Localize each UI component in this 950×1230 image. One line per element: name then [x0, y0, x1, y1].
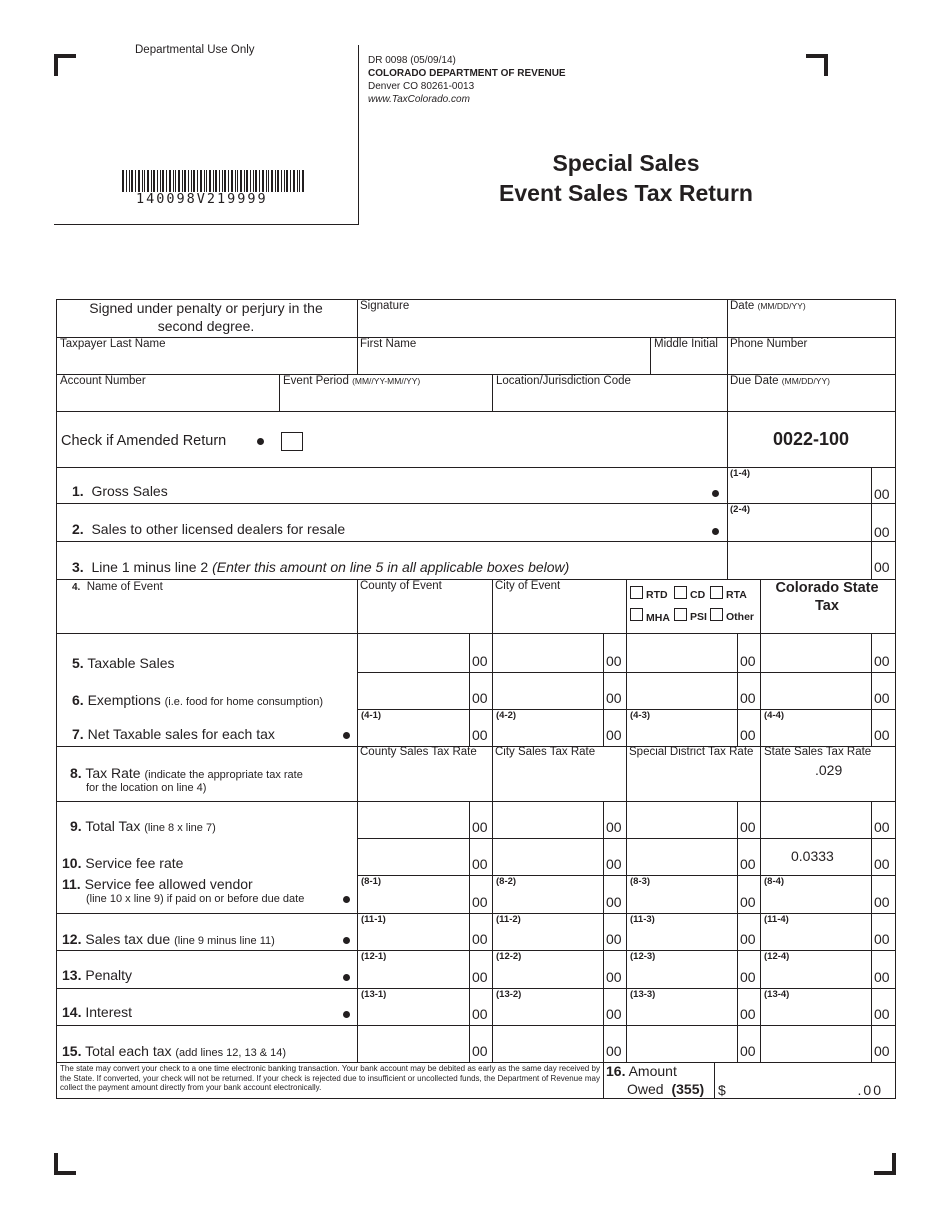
line-7-special-district-amount-input[interactable]	[627, 710, 736, 746]
cents-value: 00	[740, 856, 756, 872]
department-name: COLORADO DEPARTMENT OF REVENUE	[368, 68, 566, 79]
cents-divider	[469, 633, 470, 746]
cents-value: 00	[740, 727, 756, 743]
line-text: Tax Rate	[85, 765, 141, 781]
location-code-label: Location/Jurisdiction Code	[496, 375, 631, 387]
registration-mark-top-right	[806, 54, 828, 76]
line-7-county-amount-input[interactable]	[358, 710, 468, 746]
middle-initial-field[interactable]	[654, 338, 726, 374]
district-label-other: Other	[726, 611, 755, 623]
district-checkbox-cd[interactable]	[674, 586, 687, 599]
line-number: 10.	[62, 855, 82, 871]
form-code: 0022-100	[772, 429, 850, 449]
event-period-format: (MM//YY-MM//YY)	[352, 376, 421, 386]
penalty-statement-line-2: second degree.	[157, 318, 255, 334]
cents-value: 00	[472, 690, 488, 706]
location-code-field[interactable]	[496, 375, 726, 411]
district-label-rtd: RTD	[646, 589, 668, 601]
dept-box-bottom-border	[54, 224, 359, 225]
cents-divider	[737, 801, 738, 1062]
line-code: (4-2)	[496, 710, 517, 721]
cents-divider	[469, 801, 470, 1062]
line-16-label	[606, 1063, 677, 1079]
line-6-label	[72, 692, 323, 708]
special-district-rate-input[interactable]	[627, 762, 759, 800]
line-text: Exemptions	[87, 692, 161, 708]
required-bullet	[712, 528, 719, 535]
line-note: (line 8 x line 7)	[144, 822, 216, 834]
required-bullet	[712, 490, 719, 497]
line-12-state-amount-input[interactable]	[761, 914, 870, 950]
line-8-note-2: for the location on line 4)	[86, 782, 207, 794]
line-number: 12.	[62, 931, 82, 947]
registration-mark-bottom-left	[54, 1153, 76, 1175]
line-text: Taxable Sales	[87, 655, 175, 671]
amount-owed-cents: .00	[857, 1082, 883, 1098]
dollar-sign: $	[718, 1082, 726, 1098]
required-bullet	[257, 438, 264, 445]
line-code: (13-1)	[361, 989, 387, 1000]
cents-value: 00	[874, 690, 890, 706]
city-rate-input[interactable]	[493, 762, 625, 800]
line-number: 6.	[72, 692, 84, 708]
line-text: Sales tax due	[85, 931, 171, 947]
registration-mark-top-left	[54, 54, 76, 76]
line-1-label	[72, 483, 168, 499]
barcode	[122, 170, 304, 192]
line-code: (13-2)	[496, 989, 522, 1000]
line-text: Total each tax	[85, 1043, 172, 1059]
line-13-special-district-amount-input[interactable]	[627, 951, 736, 988]
line-11-special-district-amount-input[interactable]	[627, 876, 736, 913]
line-7-city-amount-input[interactable]	[493, 710, 602, 746]
line-10-state-amount-input[interactable]	[761, 839, 870, 875]
line-code: (13-4)	[764, 989, 790, 1000]
line-code: (13-3)	[630, 989, 656, 1000]
line-number: 13.	[62, 967, 82, 983]
due-date-label: Due Date	[730, 375, 779, 387]
registration-mark-bottom-right	[874, 1153, 896, 1175]
cents-value: 00	[606, 1043, 622, 1059]
line-note: (Enter this amount on line 5 in all applicable boxes below)	[212, 559, 570, 575]
district-label-psi: PSI	[690, 611, 707, 623]
departmental-use-label: Departmental Use Only	[135, 44, 255, 56]
line-number: 1.	[72, 483, 84, 499]
col-divider	[279, 374, 280, 411]
line-10-county-amount-input[interactable]	[358, 839, 468, 875]
event-period-label: Event Period	[283, 375, 349, 387]
event-period-field[interactable]	[283, 375, 491, 411]
date-label: Date	[730, 300, 755, 312]
line-13-county-amount-input[interactable]	[358, 951, 468, 988]
line-12-county-amount-input[interactable]	[358, 914, 468, 950]
line-code: (12-2)	[496, 951, 522, 962]
required-bullet	[343, 937, 350, 944]
cents-value: 00	[472, 1006, 488, 1022]
phone-number-label: Phone Number	[730, 338, 808, 350]
amended-return-label: Check if Amended Return	[61, 433, 227, 449]
cents-divider	[603, 633, 604, 746]
cents-divider	[871, 801, 872, 1062]
line-number: 14.	[62, 1004, 82, 1020]
cents-value: 00	[606, 653, 622, 669]
line-code: (1-4)	[730, 468, 751, 479]
line-9-label	[70, 818, 216, 834]
line-10-label	[62, 855, 183, 871]
first-name-label: First Name	[360, 338, 417, 350]
line-3-amount-input[interactable]	[728, 542, 870, 579]
line-code: (8-4)	[764, 876, 785, 887]
phone-number-field[interactable]	[730, 338, 894, 374]
due-date-field[interactable]	[730, 375, 894, 411]
cents-value: 00	[874, 1043, 890, 1059]
line-number: 11.	[62, 876, 81, 892]
county-rate-header: County Sales Tax Rate	[360, 746, 477, 758]
row-divider	[56, 503, 727, 504]
district-checkbox-psi[interactable]	[674, 608, 687, 621]
line-10-city-amount-input[interactable]	[493, 839, 602, 875]
line-4-label[interactable]	[72, 581, 163, 593]
taxpayer-last-name-label: Taxpayer Last Name	[60, 338, 166, 350]
line-5-special-district-amount-input[interactable]	[627, 634, 736, 672]
line-number: 8.	[70, 765, 82, 781]
cents-value: 00	[740, 819, 756, 835]
line-14-state-amount-input[interactable]	[761, 989, 870, 1025]
district-checkbox-other[interactable]	[710, 608, 723, 621]
line-text: Service fee allowed vendor	[84, 876, 253, 892]
line-14-city-amount-input[interactable]	[493, 989, 602, 1025]
colorado-state-tax-header: Colorado State Tax	[775, 580, 879, 614]
col-divider	[492, 374, 493, 411]
line-2-amount-input[interactable]	[728, 504, 870, 541]
line-14-special-district-amount-input[interactable]	[627, 989, 736, 1025]
due-date-format: (MM/DD/YY)	[781, 376, 830, 386]
cents-value: 00	[740, 653, 756, 669]
col-divider	[871, 467, 872, 579]
line-code: (4-4)	[764, 710, 785, 721]
form-title-line-1: Special Sales	[552, 150, 700, 176]
line-15-special-district-amount-input[interactable]	[627, 1026, 736, 1062]
account-number-label: Account Number	[60, 375, 146, 387]
form-left-border	[56, 299, 57, 1099]
cents-value: 00	[472, 894, 488, 910]
state-sales-tax-rate: .029	[815, 762, 843, 778]
line-number: 2.	[72, 521, 84, 537]
line-6-county-amount-input[interactable]	[358, 673, 468, 709]
line-code: (11-2)	[496, 914, 521, 925]
line-5-label	[72, 655, 175, 671]
line-number: 4.	[72, 582, 81, 593]
required-bullet	[343, 896, 350, 903]
form-title-line-2: Event Sales Tax Return	[499, 180, 753, 206]
cents-value: 00	[606, 894, 622, 910]
col-divider	[603, 1062, 604, 1098]
city-of-event-label: City of Event	[495, 580, 561, 592]
line-note: (i.e. food for home consumption)	[164, 696, 323, 708]
amended-return-checkbox[interactable]	[281, 432, 303, 451]
line-5-county-amount-input[interactable]	[358, 634, 468, 672]
line-5-city-amount-input[interactable]	[493, 634, 602, 672]
cents-value: 00	[740, 1006, 756, 1022]
date-field[interactable]	[730, 300, 894, 336]
line-number: 3.	[72, 559, 84, 575]
cents-value: 00	[874, 727, 890, 743]
line-code: (11-1)	[361, 914, 386, 925]
cents-value: 00	[740, 969, 756, 985]
department-address: Denver CO 80261-0013	[368, 81, 475, 92]
line-9-state-amount-input[interactable]	[761, 802, 870, 838]
state-rate-header: State Sales Tax Rate	[764, 746, 872, 758]
line-code: (8-2)	[496, 876, 517, 887]
line-1-amount-input[interactable]	[728, 468, 870, 503]
required-bullet	[343, 974, 350, 981]
line-15-county-amount-input[interactable]	[358, 1026, 468, 1062]
line-code: (8-1)	[361, 876, 382, 887]
penalty-statement-line-1: Signed under penalty or perjury in the	[89, 300, 323, 316]
district-label-cd: CD	[690, 589, 706, 601]
line-text: Penalty	[85, 967, 133, 983]
cents-value: 00	[874, 1006, 890, 1022]
line-6-city-amount-input[interactable]	[493, 673, 602, 709]
line-6-special-district-amount-input[interactable]	[627, 673, 736, 709]
line-number: 7.	[72, 726, 84, 742]
col-divider	[650, 337, 651, 374]
cents-value: 00	[472, 969, 488, 985]
date-format: (MM/DD/YY)	[757, 301, 806, 311]
owed-text: Owed	[627, 1081, 664, 1097]
cents-value: 00	[606, 931, 622, 947]
service-fee-rate-value: 0.0333	[791, 848, 834, 864]
line-text: Net Taxable sales for each tax	[87, 726, 275, 742]
line-number: 16.	[606, 1063, 626, 1079]
cents-value: 00	[606, 1006, 622, 1022]
line-code: (12-4)	[764, 951, 790, 962]
signature-label: Signature	[360, 300, 410, 312]
line-code: (4-3)	[630, 710, 651, 721]
line-text: Name of Event	[86, 581, 163, 593]
line-13-label	[62, 967, 132, 983]
line-code: (11-4)	[764, 914, 789, 925]
cents-divider	[603, 801, 604, 1062]
line-12-special-district-amount-input[interactable]	[627, 914, 736, 950]
cents-value: 00	[606, 690, 622, 706]
district-checkbox-mha[interactable]	[630, 608, 643, 621]
line-13-state-amount-input[interactable]	[761, 951, 870, 988]
line-number: 5.	[72, 655, 84, 671]
required-bullet	[343, 1011, 350, 1018]
line-text: Gross Sales	[91, 483, 168, 499]
line-13-city-amount-input[interactable]	[493, 951, 602, 988]
line-note: (add lines 12, 13 & 14)	[175, 1047, 287, 1059]
line-note: (line 9 minus line 11)	[174, 935, 275, 947]
cents-value: 00	[740, 931, 756, 947]
line-11-label	[62, 876, 253, 892]
cents-value: 00	[472, 653, 488, 669]
line-9-special-district-amount-input[interactable]	[627, 802, 736, 838]
cents-value: 00	[874, 894, 890, 910]
cents-value: 00	[472, 819, 488, 835]
line-14-label	[62, 1004, 132, 1020]
cents-value: 00	[874, 486, 890, 502]
line-note: (indicate the appropriate tax rate	[144, 769, 303, 781]
cents-value: 00	[874, 931, 890, 947]
line-code: (12-1)	[361, 951, 387, 962]
district-checkbox-rtd[interactable]	[630, 586, 643, 599]
cents-value: 00	[740, 1043, 756, 1059]
owed-label	[627, 1081, 704, 1097]
dept-box-right-border	[358, 45, 359, 225]
county-of-event-label: County of Event	[360, 580, 442, 592]
district-label-rta: RTA	[726, 589, 747, 601]
cents-value: 00	[472, 727, 488, 743]
form-number: DR 0098 (05/09/14)	[368, 55, 456, 66]
line-15-label	[62, 1043, 286, 1059]
line-11-county-amount-input[interactable]	[358, 876, 468, 913]
amount-label: Amount	[628, 1063, 677, 1079]
special-district-rate-header: Special District Tax Rate	[629, 746, 754, 758]
account-number-field[interactable]	[60, 375, 278, 411]
cents-value: 00	[606, 727, 622, 743]
line-7-label	[72, 726, 275, 742]
cents-value: 00	[874, 856, 890, 872]
line-code: (8-3)	[630, 876, 651, 887]
signature-field[interactable]	[360, 300, 726, 336]
line-14-county-amount-input[interactable]	[358, 989, 468, 1025]
line-code: (4-1)	[361, 710, 382, 721]
form-right-border	[895, 299, 896, 1099]
line-3-label	[72, 559, 569, 575]
line-12-city-amount-input[interactable]	[493, 914, 602, 950]
cents-value: 00	[740, 690, 756, 706]
department-website: www.TaxColorado.com	[368, 94, 470, 105]
line-text: Total Tax	[85, 818, 141, 834]
line-code: (2-4)	[730, 504, 751, 515]
line-text: Service fee rate	[85, 855, 184, 871]
line-text: Interest	[85, 1004, 133, 1020]
cents-value: 00	[472, 1043, 488, 1059]
district-checkbox-rta[interactable]	[710, 586, 723, 599]
first-name-field[interactable]	[360, 338, 649, 374]
cents-value: 00	[874, 559, 890, 575]
line-7-state-amount-input[interactable]	[761, 710, 870, 746]
line-9-city-amount-input[interactable]	[493, 802, 602, 838]
cents-value: 00	[606, 819, 622, 835]
electronic-check-notice: The state may convert your check to a one time electronic banking transaction. Your bank account may be debited as early as the same day received by the State. If converted, your check will not be returned. If your check is rejected due to insufficient or uncollected funds, the Department of Revenue may collect the payment amount directly from your bank account electronically.	[60, 1064, 600, 1092]
line-6-state-amount-input[interactable]	[761, 673, 870, 709]
cents-value: 00	[874, 819, 890, 835]
district-label-mha: MHA	[646, 612, 670, 624]
line-9-county-amount-input[interactable]	[358, 802, 468, 838]
cents-value: 00	[606, 969, 622, 985]
cents-divider	[737, 633, 738, 746]
line-code: (11-3)	[630, 914, 655, 925]
line-11-note: (line 10 x line 9) if paid on or before due date	[86, 893, 305, 905]
line-10-special-district-amount-input[interactable]	[627, 839, 736, 875]
line-12-label	[62, 931, 275, 947]
line-code: (12-3)	[630, 951, 656, 962]
cents-value: 00	[874, 524, 890, 540]
line-2-label	[72, 521, 345, 537]
line-5-state-amount-input[interactable]	[761, 634, 870, 672]
line-text: Sales to other licensed dealers for resale	[91, 521, 346, 537]
cents-value: 00	[472, 856, 488, 872]
line-11-state-amount-input[interactable]	[761, 876, 870, 913]
line-8-label	[70, 765, 303, 781]
col-divider	[357, 299, 358, 374]
barcode-number: 140098V219999	[136, 191, 268, 207]
cents-value: 00	[740, 894, 756, 910]
line-11-city-amount-input[interactable]	[493, 876, 602, 913]
required-bullet	[343, 732, 350, 739]
cents-value: 00	[606, 856, 622, 872]
line-text: Line 1 minus line 2	[91, 559, 209, 575]
cents-value: 00	[874, 653, 890, 669]
line-number: 9.	[70, 818, 82, 834]
county-rate-input[interactable]	[358, 762, 491, 800]
line-15-state-amount-input[interactable]	[761, 1026, 870, 1062]
city-rate-header: City Sales Tax Rate	[495, 746, 596, 758]
form-bottom-border	[56, 1098, 896, 1099]
cents-value: 00	[874, 969, 890, 985]
taxpayer-last-name-field[interactable]	[60, 338, 356, 374]
line-15-city-amount-input[interactable]	[493, 1026, 602, 1062]
row-divider	[56, 411, 896, 412]
middle-initial-label: Middle Initial	[654, 338, 718, 350]
line-number: 15.	[62, 1043, 82, 1059]
owed-code: (355)	[671, 1081, 705, 1097]
cents-divider	[871, 633, 872, 746]
cents-value: 00	[472, 931, 488, 947]
amount-owed-input[interactable]	[715, 1063, 895, 1098]
